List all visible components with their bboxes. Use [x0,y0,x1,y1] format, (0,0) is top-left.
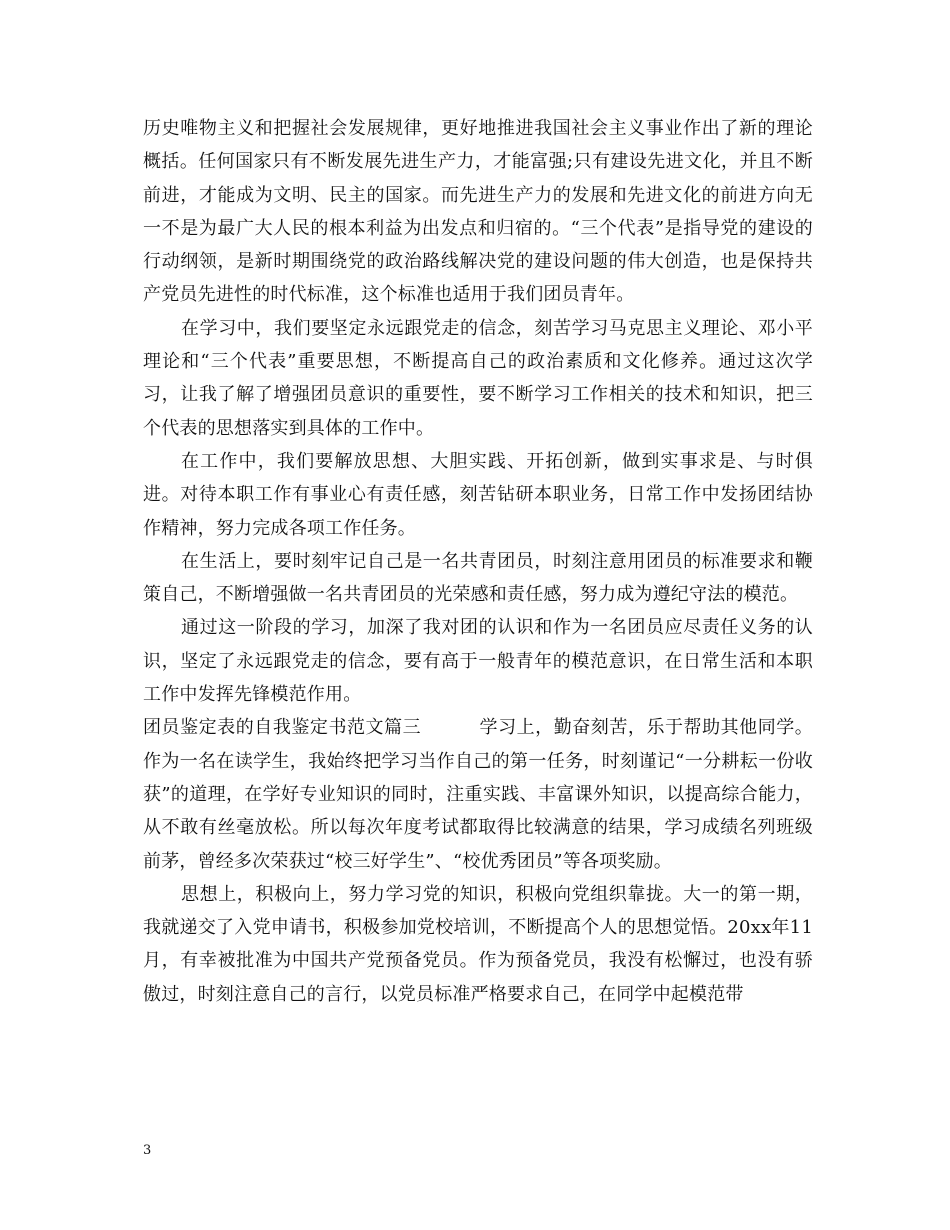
paragraph-5: 通过这一阶段的学习，加深了我对团的认识和作为一名团员应尽责任义务的认识，坚定了永远跟党走的信念，要有高于一般青年的模范意识，在日常生活和本职工作中发挥先锋模范作用。 [143,617,813,706]
page-number: 3 [143,1143,152,1158]
paragraph-closing: 思想上，积极向上，努力学习党的知识，积极向党组织靠拢。大一的第一期，我就递交了入党申请书，积极参加党校培训，不断提高个人的思想觉悟。20xx年11月，有幸被批准为中国共产党预备党员。作为预备党员，我没有松懈过，也没有骄傲过，时刻注意自己的言行，以党员标准严格要求自己，在同学中起模范带 [143,883,813,1005]
paragraph-2: 在学习中，我们要坚定永远跟党走的信念，刻苦学习马克思主义理论、邓小平理论和“三个代表”重要思想，不断提高自己的政治素质和文化修养。通过这次学习，让我了解了增强团员意识的重要性，要不断学习工作相关的技术和知识，把三个代表的思想落实到具体的工作中。 [143,317,813,439]
section-heading: 团员鉴定表的自我鉴定书范文篇三 [143,717,422,739]
paragraph-3: 在工作中，我们要解放思想、大胆实践、开拓创新，做到实事求是、与时俱进。对待本职工作有事业心有责任感，刻苦钻研本职业务，日常工作中发扬团结协作精神，努力完成各项工作任务。 [143,450,813,539]
section-lead-text: 学习上，勤奋刻苦，乐于帮助其他同学。作为一名在读学生，我始终把学习当作自己的第一任务，时刻谨记“一分耕耘一份收获”的道理，在学好专业知识的同时，注重实践、丰富课外知识，以提高综合能力，从不敢有丝毫放松。所以每次年度考试都取得比较满意的结果，学习成绩名列班级前茅，曾经多次荣获过“校三好学生”、“校优秀团员”等各项奖励。 [143,717,813,872]
document-body [143,112,813,1011]
section-paragraph [143,711,813,877]
paragraph-4: 在生活上，要时刻牢记自己是一名共青团员，时刻注意用团员的标准要求和鞭策自己，不断增强做一名共青团员的光荣感和责任感，努力成为遵纪守法的模范。 [143,550,813,606]
paragraph-1: 历史唯物主义和把握社会发展规律，更好地推进我国社会主义事业作出了新的理论概括。任何国家只有不断发展先进生产力，才能富强;只有建设先进文化，并且不断前进，才能成为文明、民主的国家。而先进生产力的发展和先进文化的前进方向无一不是为最广大人民的根本利益为出发点和归宿的。“三个代表”是指导党的建设的行动纲领，是新时期围绕党的政治路线解决党的建设问题的伟大创造，也是保持共产党员先进性的时代标准，这个标准也适用于我们团员青年。 [143,118,813,306]
